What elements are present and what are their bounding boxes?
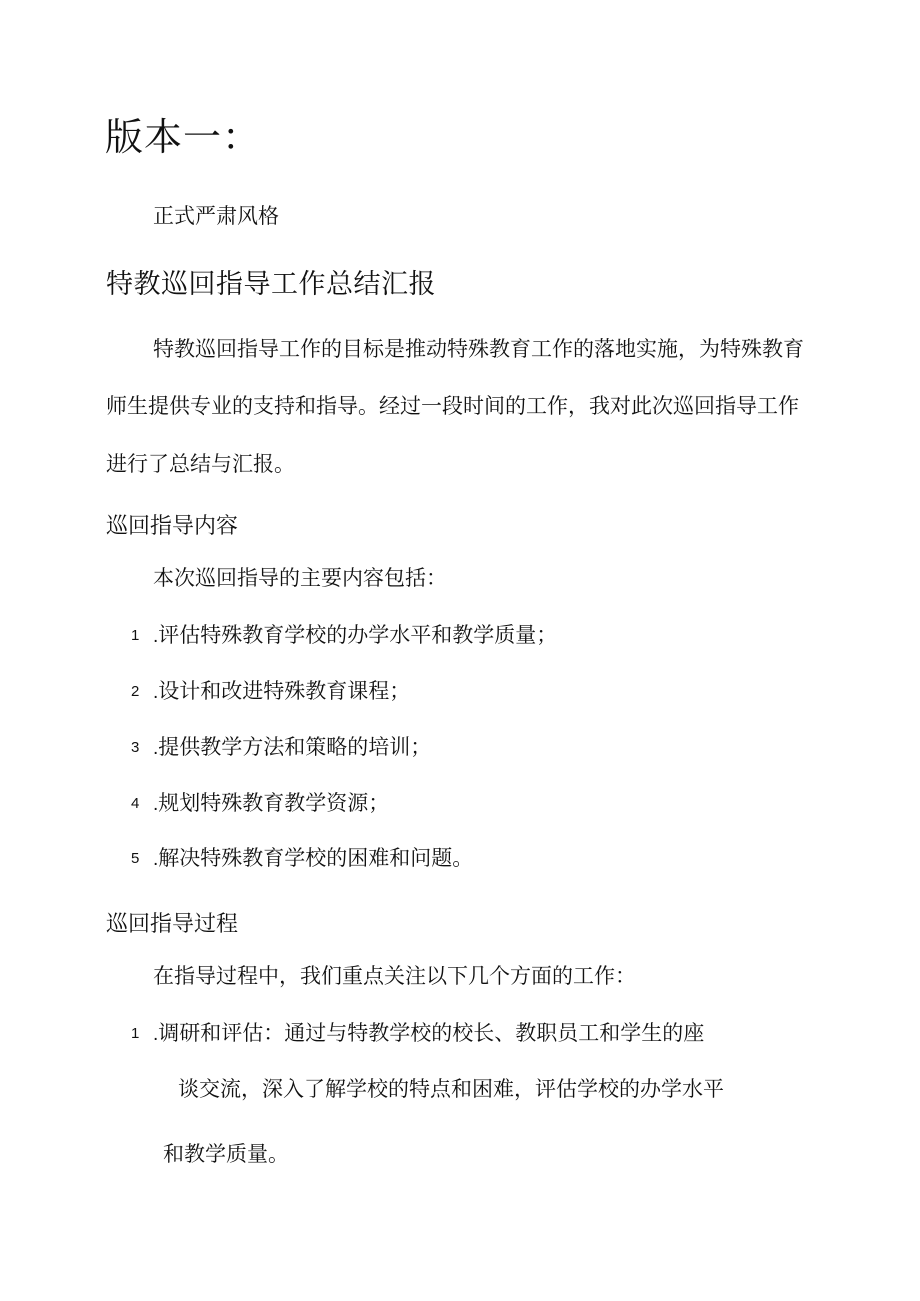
list-item-text: 设计和改进特殊教育课程； xyxy=(158,679,411,703)
list-item-number: 2 xyxy=(131,683,140,700)
list-item-text: 调研和评估：通过与特教学校的校长、教职员工和学生的座 xyxy=(158,1021,705,1045)
list-item: 3 .提供教学方法和策略的培训； xyxy=(131,735,432,759)
intro-paragraph-line-3: 进行了总结与汇报。 xyxy=(106,452,295,476)
intro-paragraph-line-2: 师生提供专业的支持和指导。经过一段时间的工作，我对此次巡回指导工作 xyxy=(106,394,799,418)
list-item-number: 4 xyxy=(131,795,140,812)
list-item-number: 1 xyxy=(131,627,140,644)
version-title: 版本一： xyxy=(105,115,262,159)
list-item: 1 .评估特殊教育学校的办学水平和教学质量； xyxy=(131,623,558,647)
process-item-line-1: 1 .调研和评估：通过与特教学校的校长、教职员工和学生的座 xyxy=(131,1021,705,1045)
list-item: 5 .解决特殊教育学校的困难和问题。 xyxy=(131,846,474,870)
section-heading-process: 巡回指导过程 xyxy=(106,912,239,937)
section-heading-content: 巡回指导内容 xyxy=(106,514,239,539)
list-item-number: 5 xyxy=(131,850,140,867)
list-item-number: 1 xyxy=(131,1025,140,1042)
process-item-line-3: 和教学质量。 xyxy=(163,1142,289,1166)
content-lead: 本次巡回指导的主要内容包括： xyxy=(153,566,447,590)
style-note: 正式严肃风格 xyxy=(153,204,279,228)
document-title: 特教巡回指导工作总结汇报 xyxy=(106,269,436,300)
list-item: 4 .规划特殊教育教学资源； xyxy=(131,791,390,815)
process-lead: 在指导过程中，我们重点关注以下几个方面的工作： xyxy=(153,964,636,988)
process-item-line-2: 谈交流，深入了解学校的特点和困难，评估学校的办学水平 xyxy=(178,1077,724,1101)
intro-paragraph-line-1: 特教巡回指导工作的目标是推动特殊教育工作的落地实施，为特殊教育 xyxy=(153,337,804,361)
list-item-text: 提供教学方法和策略的培训； xyxy=(158,735,432,759)
list-item-text: 规划特殊教育教学资源； xyxy=(158,791,390,815)
list-item-text: 解决特殊教育学校的困难和问题。 xyxy=(158,846,474,870)
list-item-text: 评估特殊教育学校的办学水平和教学质量； xyxy=(158,623,558,647)
list-item-number: 3 xyxy=(131,739,140,756)
list-item: 2 .设计和改进特殊教育课程； xyxy=(131,679,411,703)
